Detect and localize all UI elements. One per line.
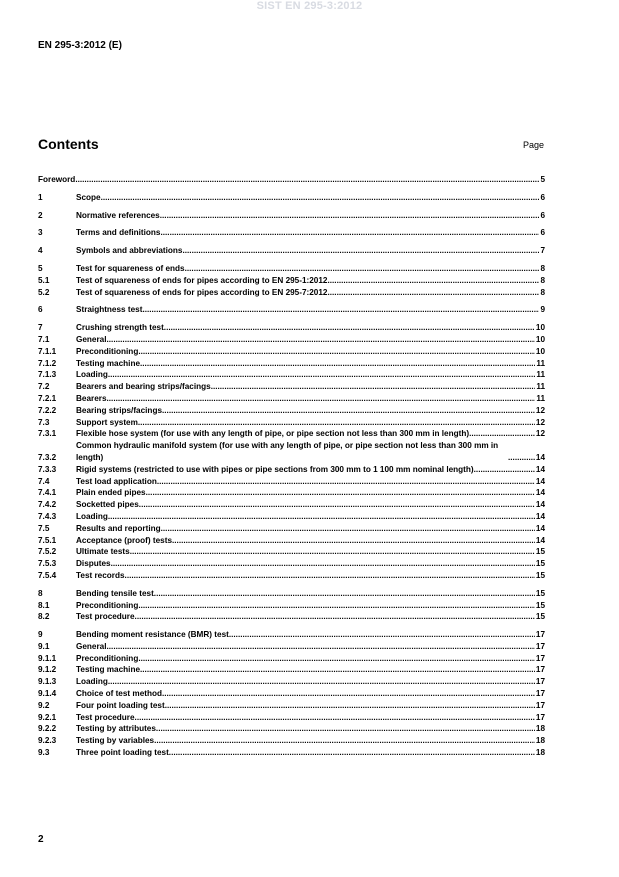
toc-entry-title: Preconditioning	[76, 600, 139, 610]
toc-entry-number: 5.2	[38, 287, 50, 297]
toc-dot-leader	[156, 723, 535, 735]
toc-entry-page: 17	[535, 712, 545, 722]
toc-dot-leader	[160, 227, 539, 239]
toc-entry[interactable]	[38, 440, 545, 464]
toc-entry-page: 14	[535, 476, 545, 486]
toc-entry-page: 6	[540, 228, 545, 238]
toc-entry-page: 17	[535, 689, 545, 699]
toc-entry-page: 15	[535, 600, 545, 610]
toc-entry-title: Bearers	[76, 393, 107, 403]
toc-entry-page: 6	[540, 192, 545, 202]
toc-entry-number: 9.1.3	[38, 677, 57, 687]
toc-entry-number: 9.1.2	[38, 665, 57, 675]
toc-entry[interactable]	[38, 712, 545, 724]
toc-dot-leader	[111, 558, 535, 570]
toc-dot-leader	[108, 511, 535, 523]
toc-dot-leader	[161, 523, 535, 535]
toc-entry-title: Test procedure	[76, 712, 135, 722]
toc-entry-number: 8.1	[38, 600, 50, 610]
toc-entry[interactable]	[38, 535, 545, 547]
toc-dot-leader	[138, 600, 535, 612]
toc-entry-number: 7.5	[38, 523, 50, 533]
toc-dot-leader	[157, 476, 535, 488]
toc-entry-title: Symbols and abbreviations	[76, 246, 183, 256]
toc-dot-leader	[108, 676, 535, 688]
toc-entry-title: Normative references	[76, 210, 160, 220]
toc-entry-page: 14	[535, 500, 545, 510]
toc-entry-title: Ultimate tests	[76, 547, 130, 557]
toc-entry[interactable]	[38, 558, 545, 570]
toc-entry-page: 10	[535, 346, 545, 356]
toc-entry[interactable]	[38, 245, 545, 257]
toc-entry[interactable]	[38, 570, 545, 582]
toc-entry-title: Preconditioning	[76, 653, 139, 663]
toc-entry-number: 9.3	[38, 748, 50, 758]
toc-entry-number: 7.3.2	[38, 452, 57, 462]
toc-entry-title: Loading	[76, 511, 108, 521]
toc-entry-number: 7.4.2	[38, 500, 57, 510]
table-of-contents	[38, 174, 545, 759]
contents-heading: Contents	[38, 136, 99, 152]
toc-entry-title: Testing machine	[76, 358, 140, 368]
toc-entry[interactable]	[38, 629, 545, 641]
page-column-label: Page	[522, 140, 544, 150]
toc-entry-number: 4	[38, 246, 43, 256]
toc-entry-page: 11	[536, 358, 545, 368]
toc-entry[interactable]	[38, 417, 545, 429]
toc-entry-number: 9.2.3	[38, 736, 57, 746]
toc-dot-leader	[107, 393, 536, 405]
toc-entry[interactable]	[38, 611, 545, 623]
toc-entry-number: 5	[38, 263, 43, 273]
toc-entry-title: Support system	[76, 417, 138, 427]
toc-entry-title: Three point loading test	[76, 748, 169, 758]
toc-entry[interactable]	[38, 334, 545, 346]
toc-entry-number: 7.2	[38, 382, 50, 392]
toc-entry-number: 7.5.2	[38, 547, 57, 557]
toc-entry[interactable]	[38, 747, 545, 759]
toc-entry[interactable]	[38, 210, 545, 222]
toc-entry-number: 9	[38, 630, 43, 640]
toc-entry-number: 9.2.2	[38, 724, 57, 734]
toc-entry-title: General	[76, 641, 107, 651]
document-id: EN 295-3:2012 (E)	[38, 40, 122, 51]
toc-entry-title: Acceptance (proof) tests	[76, 535, 172, 545]
toc-entry-page: 12	[535, 417, 545, 427]
toc-entry-number: 7.1.2	[38, 358, 57, 368]
toc-entry-page: 17	[535, 630, 545, 640]
toc-dot-leader	[165, 700, 535, 712]
toc-entry-page: 15	[535, 559, 545, 569]
toc-entry-page: 17	[535, 665, 545, 675]
toc-entry-page: 17	[535, 641, 545, 651]
toc-entry-page: 9	[540, 305, 545, 315]
toc-entry-number: 6	[38, 305, 43, 315]
toc-entry[interactable]	[38, 369, 545, 381]
toc-entry[interactable]	[38, 546, 545, 558]
toc-entry-number: 7.5.1	[38, 535, 57, 545]
toc-entry-title: Test records	[76, 570, 125, 580]
toc-entry-title: Test load application	[76, 476, 157, 486]
toc-entry-number: 7.4.3	[38, 511, 57, 521]
toc-entry-number: 7.1	[38, 334, 50, 344]
toc-entry-title: Flexible hose system (for use with any length of pipe, or pipe section not less than 300 mm in length)	[76, 429, 470, 439]
toc-entry-title: Rigid systems (restricted to use with pipes or pipe sections from 300 mm to 1 100 mm nominal length)	[76, 464, 474, 474]
toc-dot-leader	[327, 275, 539, 287]
toc-dot-leader	[140, 664, 535, 676]
toc-entry-page: 11	[536, 370, 545, 380]
toc-dot-leader	[140, 358, 535, 370]
toc-entry[interactable]	[38, 287, 545, 299]
toc-dot-leader	[135, 611, 535, 623]
toc-entry-title: Loading	[76, 370, 108, 380]
toc-entry-number: 2	[38, 210, 43, 220]
toc-entry-page: 14	[535, 523, 545, 533]
toc-dot-leader	[162, 405, 535, 417]
toc-entry-title: Bending tensile test	[76, 588, 154, 598]
toc-entry-page: 14	[535, 452, 545, 462]
toc-entry[interactable]	[38, 381, 545, 393]
toc-entry-page: 17	[535, 677, 545, 687]
toc-entry[interactable]	[38, 664, 545, 676]
toc-entry-number: 8	[38, 588, 43, 598]
toc-dot-leader	[474, 464, 535, 476]
toc-entry-title: Testing by variables	[76, 736, 155, 746]
toc-entry-title: Scope	[76, 192, 101, 202]
toc-dot-leader	[138, 417, 535, 429]
toc-entry[interactable]	[38, 428, 545, 440]
toc-dot-leader	[164, 322, 535, 334]
toc-entry-page: 8	[540, 275, 545, 285]
toc-entry[interactable]	[38, 192, 545, 204]
toc-entry-page: 18	[535, 724, 545, 734]
toc-entry-number: 7.3	[38, 417, 50, 427]
toc-entry[interactable]	[38, 393, 545, 405]
toc-dot-leader	[154, 588, 535, 600]
toc-entry[interactable]	[38, 346, 545, 358]
toc-entry-number: 7.4	[38, 476, 50, 486]
toc-dot-leader	[107, 641, 535, 653]
toc-entry-page: 6	[540, 210, 545, 220]
toc-entry-number: 7	[38, 323, 43, 333]
toc-entry-title: Disputes	[76, 559, 111, 569]
toc-entry-title: Loading	[76, 677, 108, 687]
toc-entry[interactable]	[38, 304, 545, 316]
toc-entry-page: 15	[535, 588, 545, 598]
toc-dot-leader	[172, 535, 535, 547]
toc-entry-number: 1	[38, 192, 43, 202]
toc-entry-title: Four point loading test	[76, 700, 165, 710]
toc-entry-number: 9.2.1	[38, 712, 57, 722]
toc-entry-page: 10	[535, 334, 545, 344]
toc-entry-page: 5	[540, 175, 545, 184]
toc-entry-title: Bearers and bearing strips/facings	[76, 382, 211, 392]
toc-entry[interactable]	[38, 676, 545, 688]
toc-entry-title: Socketted pipes	[76, 500, 139, 510]
toc-entry[interactable]	[38, 322, 545, 334]
toc-dot-leader	[75, 174, 539, 186]
toc-entry-number: 8.2	[38, 612, 50, 622]
toc-entry[interactable]	[38, 227, 545, 239]
toc-entry-title: Testing machine	[76, 665, 140, 675]
toc-dot-leader	[101, 192, 540, 204]
toc-entry-title: Preconditioning	[76, 346, 139, 356]
toc-dot-leader	[138, 653, 535, 665]
toc-dot-leader	[146, 487, 535, 499]
toc-entry-page: 18	[535, 736, 545, 746]
toc-entry-title: Common hydraulic manifold system (for use with any length of pipe, or pipe section not less than 300 mm in length)	[76, 441, 499, 462]
toc-entry-title: Choice of test method	[76, 689, 162, 699]
toc-dot-leader	[169, 747, 535, 759]
toc-entry-number: 7.3.1	[38, 429, 57, 439]
toc-entry-title: Plain ended pipes	[76, 488, 146, 498]
toc-dot-leader	[107, 334, 535, 346]
toc-dot-leader	[182, 245, 539, 257]
toc-entry-page: 14	[535, 535, 545, 545]
toc-entry-number: 5.1	[38, 275, 50, 285]
toc-dot-leader	[469, 428, 535, 440]
toc-entry[interactable]	[38, 641, 545, 653]
toc-entry[interactable]	[38, 499, 545, 511]
toc-entry[interactable]	[38, 700, 545, 712]
toc-entry-page: 15	[535, 547, 545, 557]
page-number: 2	[38, 834, 44, 845]
toc-entry-title: Test of squareness of ends for pipes according to EN 295-7:2012	[76, 287, 328, 297]
toc-entry-title: Test for squareness of ends	[76, 263, 185, 273]
toc-entry-title: Test procedure	[76, 612, 135, 622]
toc-entry-page: 17	[535, 700, 545, 710]
toc-entry[interactable]	[38, 464, 545, 476]
toc-entry-number: 9.2	[38, 700, 50, 710]
toc-entry-number: 7.5.4	[38, 570, 57, 580]
toc-dot-leader	[160, 210, 540, 222]
toc-entry-page: 12	[535, 429, 545, 439]
toc-entry-page: 7	[540, 246, 545, 256]
toc-dot-leader	[185, 263, 540, 275]
toc-entry-page: 15	[535, 570, 545, 580]
toc-entry-number: 9.1.4	[38, 689, 57, 699]
toc-entry-page: 12	[535, 405, 545, 415]
toc-entry[interactable]	[38, 487, 545, 499]
toc-entry-page: 11	[536, 393, 545, 403]
toc-entry-page: 14	[535, 464, 545, 474]
toc-entry-page: 14	[535, 511, 545, 521]
toc-entry[interactable]	[38, 263, 545, 275]
toc-entry-title: Terms and definitions	[76, 228, 161, 238]
toc-dot-leader	[108, 369, 536, 381]
toc-entry[interactable]	[38, 358, 545, 370]
toc-dot-leader	[508, 452, 535, 464]
toc-entry[interactable]	[38, 588, 545, 600]
toc-dot-leader	[138, 346, 535, 358]
toc-entry-page: 18	[535, 748, 545, 758]
toc-entry-page: 8	[540, 263, 545, 273]
toc-entry[interactable]	[38, 600, 545, 612]
toc-entry-title: Straightness test	[76, 305, 143, 315]
toc-entry[interactable]	[38, 523, 545, 535]
toc-dot-leader	[125, 570, 535, 582]
toc-entry-number: 7.5.3	[38, 559, 57, 569]
toc-entry-title: Results and reporting	[76, 523, 161, 533]
toc-entry-number: 7.3.3	[38, 464, 57, 474]
toc-entry-title: Crushing strength test	[76, 323, 164, 333]
toc-entry[interactable]	[38, 723, 545, 735]
toc-entry-page: 8	[540, 287, 545, 297]
toc-entry-number: 7.4.1	[38, 488, 57, 498]
toc-dot-leader	[162, 688, 535, 700]
toc-entry[interactable]	[38, 476, 545, 488]
toc-entry-number: 7.1.3	[38, 370, 57, 380]
toc-entry-title: Testing by attributes	[76, 724, 156, 734]
toc-entry-number: 7.1.1	[38, 346, 57, 356]
toc-entry-title: General	[76, 334, 107, 344]
toc-dot-leader	[229, 629, 535, 641]
toc-entry[interactable]	[38, 174, 545, 186]
toc-entry-title: Bending moment resistance (BMR) test	[76, 630, 229, 640]
toc-entry[interactable]	[38, 275, 545, 287]
toc-dot-leader	[135, 712, 535, 724]
toc-entry[interactable]	[38, 511, 545, 523]
toc-entry[interactable]	[38, 735, 545, 747]
toc-entry-page: 10	[535, 323, 545, 333]
toc-entry[interactable]	[38, 688, 545, 700]
toc-entry-number: 3	[38, 228, 43, 238]
toc-dot-leader	[139, 499, 535, 511]
toc-entry-number: 9.1	[38, 641, 50, 651]
watermark: SIST EN 295-3:2012	[256, 0, 363, 12]
toc-entry[interactable]	[38, 653, 545, 665]
toc-dot-leader	[154, 735, 535, 747]
toc-entry-title: Foreword	[38, 175, 76, 184]
toc-entry-page: 14	[535, 488, 545, 498]
toc-entry-number: 7.2.1	[38, 393, 57, 403]
toc-entry-title: Bearing strips/facings	[76, 405, 162, 415]
toc-entry-page: 15	[535, 612, 545, 622]
toc-entry-number: 9.1.1	[38, 653, 57, 663]
toc-entry-page: 17	[535, 653, 545, 663]
toc-dot-leader	[211, 381, 536, 393]
toc-dot-leader	[327, 287, 539, 299]
toc-dot-leader	[142, 304, 539, 316]
toc-entry-title: Test of squareness of ends for pipes according to EN 295-1:2012	[76, 275, 328, 285]
toc-entry-page: 11	[536, 382, 545, 392]
toc-entry[interactable]	[38, 405, 545, 417]
toc-entry-number: 7.2.2	[38, 405, 57, 415]
toc-dot-leader	[130, 546, 535, 558]
